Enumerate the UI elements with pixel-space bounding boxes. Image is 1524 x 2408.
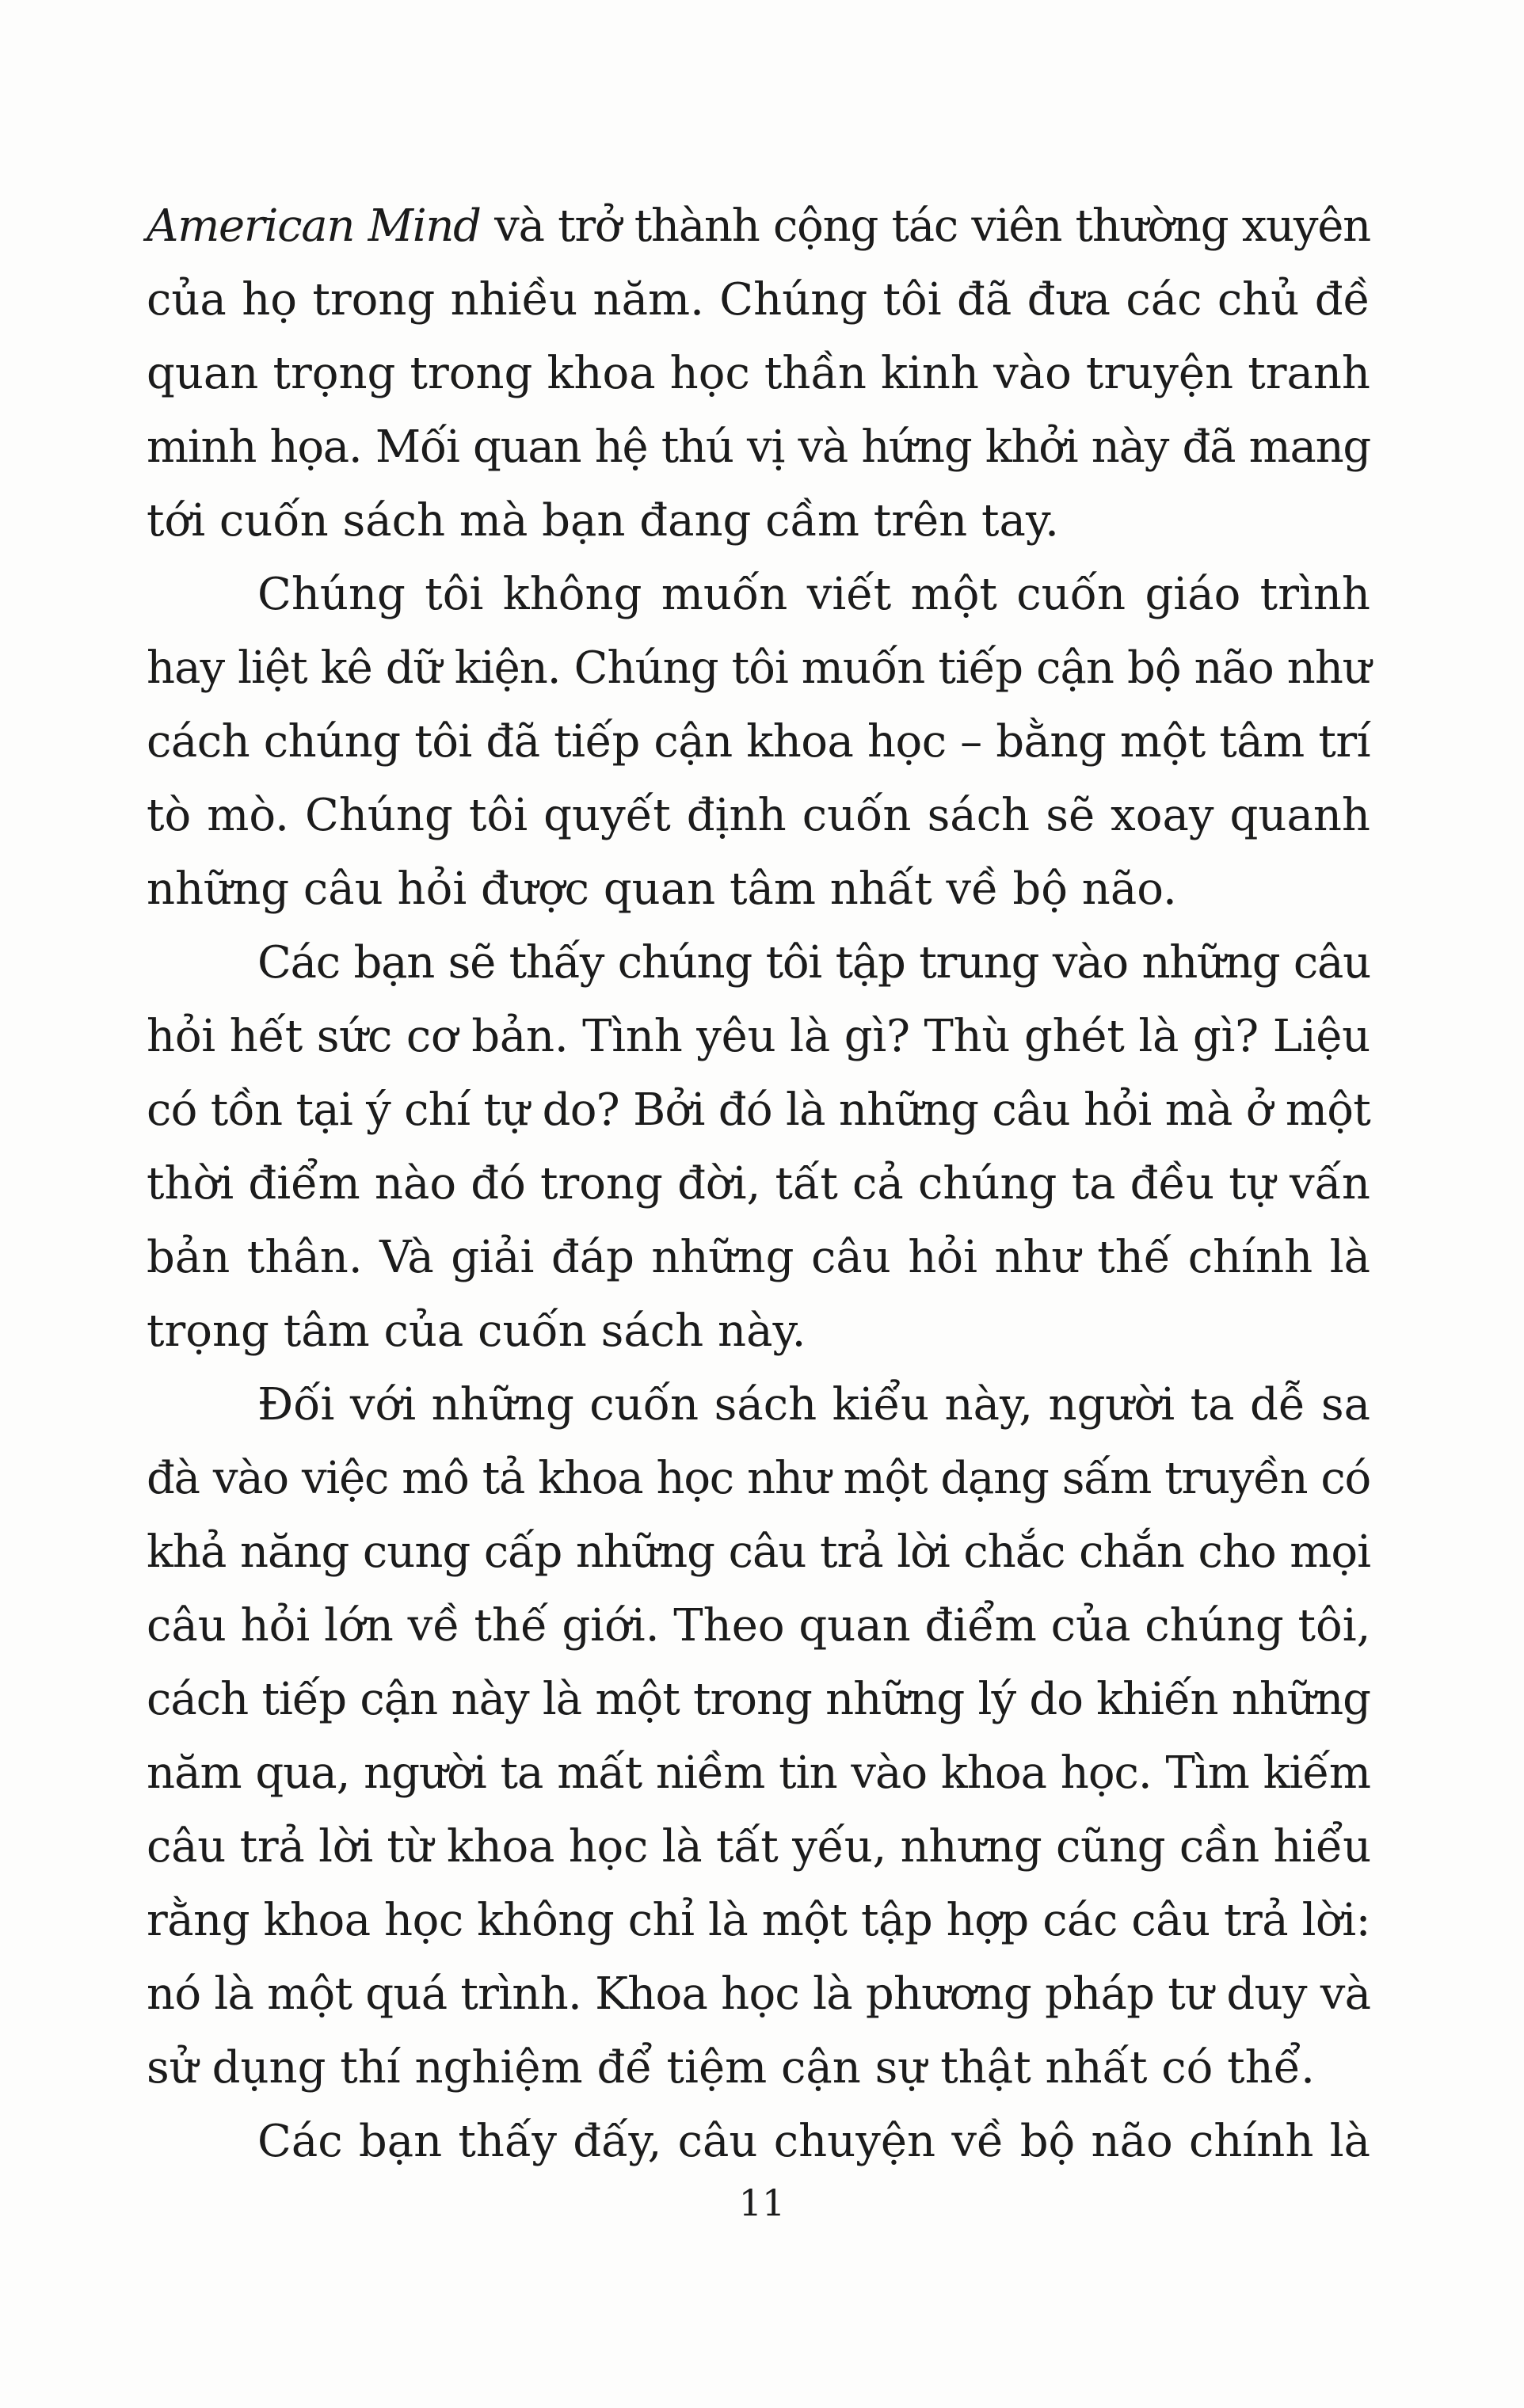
text-line-11: Các bạn sẽ thấy chúng tôi tập trung vào những câu bbox=[257, 937, 1370, 989]
text-line-3: quan trọng trong khoa học thần kinh vào truyện tranh bbox=[147, 348, 1370, 399]
text-line-7: hay liệt kê dữ kiện. Chúng tôi muốn tiếp cận bộ não như bbox=[147, 642, 1370, 694]
text-line-27: Các bạn thấy đấy, câu chuyện về bộ não chính là bbox=[257, 2116, 1370, 2167]
text-line-9: tò mò. Chúng tôi quyết định cuốn sách sẽ xoay quanh bbox=[147, 790, 1370, 841]
text-line-6: Chúng tôi không muốn viết một cuốn giáo trình bbox=[257, 569, 1370, 620]
book-title-italic: American Mind bbox=[147, 200, 481, 252]
text-line-26: sử dụng thí nghiệm để tiệm cận sự thật nhất có thể. bbox=[147, 2042, 1315, 2094]
text-line-8: cách chúng tôi đã tiếp cận khoa học – bằng một tâm trí bbox=[147, 716, 1370, 768]
page-number: 11 bbox=[738, 2181, 786, 2224]
text-line-1 bbox=[147, 195, 1370, 258]
text-line-10: những câu hỏi được quan tâm nhất về bộ não. bbox=[147, 863, 1177, 915]
text-line-12: hỏi hết sức cơ bản. Tình yêu là gì? Thù ghét là gì? Liệu bbox=[147, 1011, 1370, 1062]
text-line-2: của họ trong nhiều năm. Chúng tôi đã đưa các chủ đề bbox=[147, 274, 1370, 326]
text-line-5: tới cuốn sách mà bạn đang cầm trên tay. bbox=[147, 495, 1059, 547]
text-line-13: có tồn tại ý chí tự do? Bởi đó là những câu hỏi mà ở một bbox=[147, 1084, 1370, 1136]
text-line-15: bản thân. Và giải đáp những câu hỏi như thế chính là bbox=[147, 1232, 1370, 1283]
text-line-21: cách tiếp cận này là một trong những lý do khiến những bbox=[147, 1674, 1370, 1725]
text-line-23: câu trả lời từ khoa học là tất yếu, nhưng cũng cần hiểu bbox=[147, 1821, 1371, 1873]
text-line-18: đà vào việc mô tả khoa học như một dạng sấm truyền có bbox=[147, 1453, 1370, 1504]
text-line-16: trọng tâm của cuốn sách này. bbox=[147, 1305, 806, 1357]
text-line-4: minh họa. Mối quan hệ thú vị và hứng khởi này đã mang bbox=[147, 421, 1370, 473]
text-line-20: câu hỏi lớn về thế giới. Theo quan điểm của chúng tôi, bbox=[147, 1600, 1371, 1652]
text-line-14: thời điểm nào đó trong đời, tất cả chúng ta đều tự vấn bbox=[147, 1158, 1370, 1210]
text-line-25: nó là một quá trình. Khoa học là phương pháp tư duy và bbox=[147, 1968, 1371, 2020]
text-line-24: rằng khoa học không chỉ là một tập hợp các câu trả lời: bbox=[147, 1895, 1370, 1946]
text-line-17: Đối với những cuốn sách kiểu này, người ta dễ sa bbox=[257, 1379, 1370, 1431]
text-line-19: khả năng cung cấp những câu trả lời chắc chắn cho mọi bbox=[147, 1526, 1370, 1578]
text-line-1-rest: và trở thành cộng tác viên thường xuyên bbox=[480, 200, 1370, 252]
text-line-22: năm qua, người ta mất niềm tin vào khoa học. Tìm kiếm bbox=[147, 1747, 1370, 1799]
